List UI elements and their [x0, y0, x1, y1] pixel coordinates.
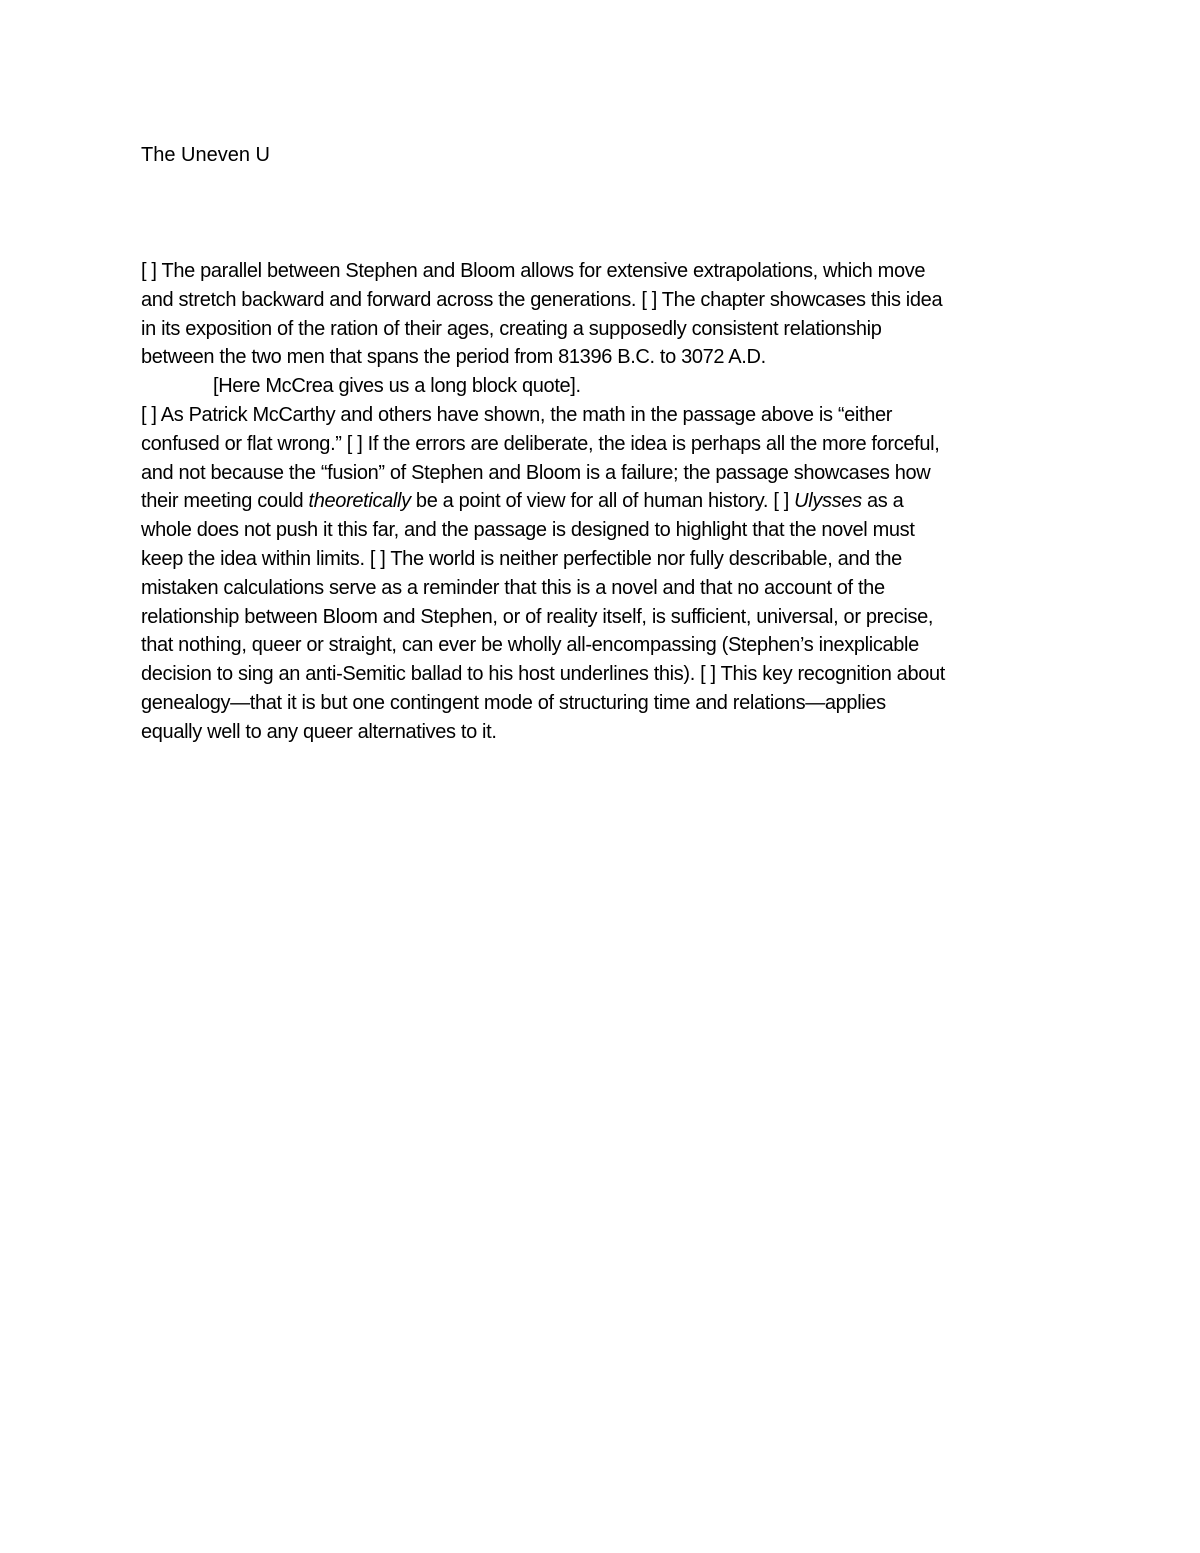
text-segment: their meeting could — [141, 490, 309, 513]
body-line — [141, 487, 1061, 516]
body-line: [ ] The parallel between Stephen and Bloom allows for extensive extrapolations, which move — [141, 260, 926, 282]
body-line: and stretch backward and forward across the generations. [ ] The chapter showcases this idea — [141, 288, 943, 311]
text-segment: as a — [861, 490, 904, 513]
block-quote-note: [Here McCrea gives us a long block quote]. — [213, 375, 581, 398]
text-segment: be a point of view for all of human history. [ ] — [410, 490, 795, 513]
body-line: mistaken calculations serve as a reminder that this is a novel and that no account of the — [141, 576, 885, 599]
body-line: equally well to any queer alternatives to it. — [141, 720, 497, 743]
italic-term: theoretically — [308, 490, 411, 513]
body-line: and not because the “fusion” of Stephen and Bloom is a failure; the passage showcases how — [141, 461, 931, 484]
body-line: genealogy—that it is but one contingent mode of structuring time and relations—applies — [141, 691, 886, 714]
body-line: relationship between Bloom and Stephen, or of reality itself, is sufficient, universal, or precise, — [141, 605, 934, 628]
document-body — [141, 257, 1061, 747]
body-line: keep the idea within limits. [ ] The world is neither perfectible nor fully describable, and the — [141, 547, 902, 570]
italic-title: Ulysses — [794, 490, 862, 513]
body-line: in its exposition of the ration of their ages, creating a supposedly consistent relationship — [141, 317, 882, 340]
body-line: between the two men that spans the period from 81396 B.C. to 3072 A.D. — [141, 346, 766, 369]
body-line: whole does not push it this far, and the passage is designed to highlight that the novel must — [141, 519, 915, 542]
document-title: The Uneven U — [141, 144, 270, 166]
body-line: confused or flat wrong.” [ ] If the errors are deliberate, the idea is perhaps all the more forceful, — [141, 432, 940, 455]
body-line: that nothing, queer or straight, can ever be wholly all-encompassing (Stephen’s inexplicable — [141, 634, 919, 657]
body-line: decision to sing an anti-Semitic ballad to his host underlines this). [ ] This key recognition about — [141, 663, 945, 686]
body-line: [ ] As Patrick McCarthy and others have shown, the math in the passage above is “either — [141, 403, 893, 426]
